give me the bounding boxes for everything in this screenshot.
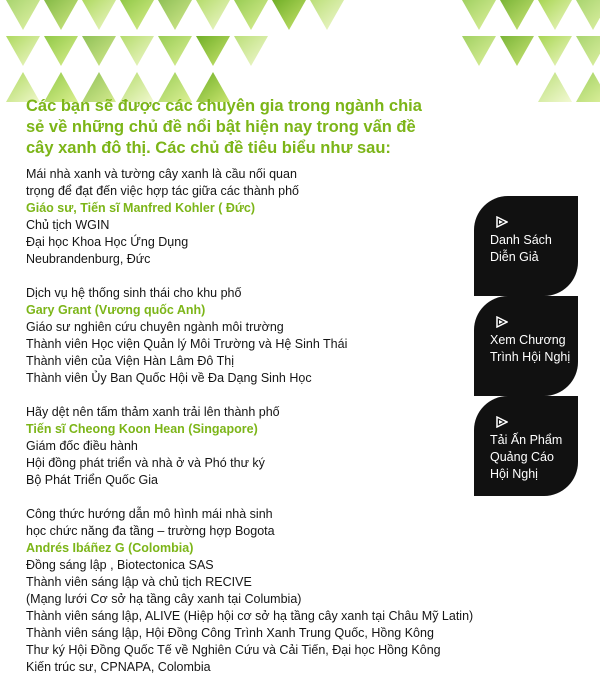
- download-brochure-button[interactable]: [474, 396, 578, 496]
- decor-triangle: [576, 0, 600, 30]
- decor-triangle: [500, 36, 534, 66]
- speaker-detail: Thành viên sáng lập, Hội Đồng Công Trình Xanh Trung Quốc, Hồng Kông: [26, 626, 434, 640]
- button-label: Xem Chương Trình Hội Nghị: [490, 333, 571, 364]
- speaker-detail: Đại học Khoa Học Ứng Dụng: [26, 235, 189, 249]
- speaker-topics: [26, 166, 496, 693]
- decor-triangle: [82, 36, 116, 66]
- decor-triangle: [538, 72, 572, 102]
- topic-section: [26, 166, 496, 268]
- speaker-list-button[interactable]: [474, 196, 578, 296]
- view-program-button[interactable]: [474, 296, 578, 396]
- decor-triangle: [82, 0, 116, 30]
- speaker-detail: Giáo sư nghiên cứu chuyên ngành môi trường: [26, 320, 284, 334]
- topic-title: trọng để đạt đến việc hợp tác giữa các thành phố: [26, 184, 299, 198]
- topic-title: Dịch vụ hệ thống sinh thái cho khu phố: [26, 286, 242, 300]
- speaker-detail: Đồng sáng lập , Biotectonica SAS: [26, 558, 214, 572]
- speaker-detail: Chủ tịch WGIN: [26, 218, 110, 232]
- topic-title: Mái nhà xanh và tường cây xanh là cầu nối quan: [26, 167, 297, 181]
- speaker-detail: Bộ Phát Triển Quốc Gia: [26, 473, 159, 487]
- decor-triangle: [196, 36, 230, 66]
- intro-line: sẻ về những chủ đề nổi bật hiện nay trong vấn đề: [26, 118, 416, 136]
- speaker-detail: Hội đồng phát triển và nhà ở và Phó thư ký: [26, 456, 265, 470]
- decor-triangle: [538, 0, 572, 30]
- decor-triangle: [158, 0, 192, 30]
- button-label: Tải Ấn Phẩm Quảng Cáo Hội Nghị: [490, 433, 563, 481]
- speaker-detail: Thư ký Hội Đồng Quốc Tế về Nghiên Cứu và Cải Tiến, Đại học Hồng Kông: [26, 643, 441, 657]
- decor-triangle: [196, 0, 230, 30]
- speaker-detail: Thành viên sáng lập và chủ tịch RECIVE: [26, 575, 252, 589]
- decor-triangle: [120, 36, 154, 66]
- speaker-detail: Thành viên của Viện Hàn Lâm Đô Thị: [26, 354, 234, 368]
- speaker-name: Tiến sĩ Cheong Koon Hean (Singapore): [26, 422, 258, 436]
- topic-section: [26, 404, 496, 489]
- topic-section: [26, 285, 496, 387]
- play-arrow-icon: [496, 216, 508, 228]
- topic-title: Công thức hướng dẫn mô hình mái nhà sinh: [26, 507, 273, 521]
- decor-triangle: [462, 36, 496, 66]
- speaker-detail: Giám đốc điều hành: [26, 439, 138, 453]
- intro-heading: [26, 96, 446, 159]
- intro-line: cây xanh đô thị. Các chủ đề tiêu biểu như sau:: [26, 139, 391, 157]
- decor-triangle: [538, 36, 572, 66]
- speaker-detail: Kiến trúc sư, CPNAPA, Colombia: [26, 660, 211, 674]
- decor-triangle: [158, 36, 192, 66]
- topic-section: [26, 506, 496, 676]
- topic-title: Hãy dệt nên tấm thảm xanh trải lên thành phố: [26, 405, 280, 419]
- decor-triangle: [44, 36, 78, 66]
- speaker-detail: Thành viên Ủy Ban Quốc Hội về Đa Dạng Sinh Học: [26, 371, 312, 385]
- decor-triangle: [500, 0, 534, 30]
- speaker-detail: Thành viên sáng lập, ALIVE (Hiệp hội cơ sở hạ tầng cây xanh tại Châu Mỹ Latin): [26, 609, 474, 623]
- play-arrow-icon: [496, 316, 508, 328]
- button-label: Danh Sách Diễn Giả: [490, 233, 552, 264]
- speaker-name: Giáo sư, Tiến sĩ Manfred Kohler ( Đức): [26, 201, 256, 215]
- play-arrow-icon: [496, 416, 508, 428]
- speaker-detail: Thành viên Học viện Quản lý Môi Trường và Hệ Sinh Thái: [26, 337, 348, 351]
- speaker-name: Gary Grant (Vương quốc Anh): [26, 303, 206, 317]
- green-triangle-pattern: [0, 0, 600, 110]
- speaker-detail: Neubrandenburg, Đức: [26, 252, 151, 266]
- decor-triangle: [576, 36, 600, 66]
- decor-triangle: [462, 0, 496, 30]
- decor-triangle: [44, 0, 78, 30]
- topic-title: học chức năng đa tầng – trường hợp Bogota: [26, 524, 275, 538]
- speaker-name: Andrés Ibáñez G (Colombia): [26, 541, 194, 555]
- decor-triangle: [6, 36, 40, 66]
- speaker-detail: (Mạng lưới Cơ sở hạ tầng cây xanh tại Columbia): [26, 592, 302, 606]
- decor-triangle: [6, 0, 40, 30]
- decor-triangle: [310, 0, 344, 30]
- decor-triangle: [234, 36, 268, 66]
- decor-triangle: [234, 0, 268, 30]
- decor-triangle: [576, 72, 600, 102]
- decor-triangle: [120, 0, 154, 30]
- intro-line: Các bạn sẽ được các chuyên gia trong ngành chia: [26, 97, 422, 115]
- decor-triangle: [272, 0, 306, 30]
